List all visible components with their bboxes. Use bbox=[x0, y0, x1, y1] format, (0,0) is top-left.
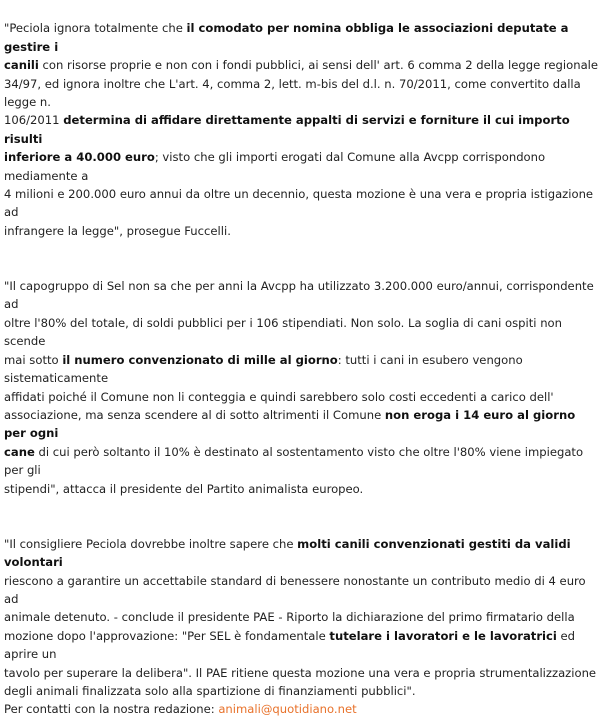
paragraph-1-segment-1: "Peciola ignora totalmente che bbox=[4, 21, 187, 36]
paragraph-1-segment-2: con risorse proprie e non con i fondi pubblici, ai sensi dell' art. 6 comma 2 della legge regionale 34/97, ed ignora inoltre che L'art. 4, comma 2, lett. m-bis del d.l. n. 70/2011, come convertito dalla legge n. 106/2011 bbox=[4, 58, 599, 128]
paragraph-1-bold-1: il comodato per nomina obbliga le associazioni deputate a gestire i canili bbox=[4, 21, 569, 73]
paragraph-2-segment-1: "Il capogruppo di Sel non sa che per anni la Avcpp ha utilizzato 3.200.000 euro/annui, corrispondente ad oltre l'80% del totale, di soldi pubblici per i 106 stipendiati. Non solo. La soglia di cani ospiti non scende mai sotto bbox=[4, 279, 594, 367]
paragraph-3-segment-1: "Il consigliere Peciola dovrebbe inoltre sapere che bbox=[4, 536, 298, 551]
article-body bbox=[4, 1, 600, 719]
paragraph-3-segment-2: riescono a garantire un accettabile standard di benessere nonostante un contributo medio di 4 euro ad animale detenuto. - conclude il presidente PAE - Riporto la dichiarazione del primo firmatario della mozione dopo l'approvazione: "Per SEL è fondamentale bbox=[4, 573, 586, 643]
paragraph-1-bold-2: determina di affidare direttamente appalti di servizi e forniture il cui importo risulti inferiore a 40.000 euro bbox=[4, 113, 570, 165]
paragraph-2-bold-1: il numero convenzionato di mille al giorno bbox=[62, 352, 338, 367]
paragraph-3-segment-3: ed aprire un tavolo per superare la delibera". Il PAE ritiene questa mozione una vera e propria strumentalizzazione degli animali finalizzata solo alla spartizione di finanziamenti pubblici". bbox=[4, 628, 597, 698]
contact-email-link[interactable]: animali@quotidiano.net bbox=[218, 702, 357, 717]
paragraph-2-bold-2: non eroga i 14 euro al giorno per ogni cane bbox=[4, 407, 576, 459]
contact-label: Per contatti con la nostra redazione: bbox=[4, 702, 219, 717]
paragraph-2-segment-2: : tutti i cani in esubero vengono sistematicamente affidati poiché il Comune non li conteggia e quindi sarebbero solo costi eccedenti a carico dell' associazione, ma senza scendere al di sotto altrimenti il Comune bbox=[4, 352, 554, 422]
paragraph-3 bbox=[4, 516, 600, 700]
paragraph-3-bold-1: molti canili convenzionati gestiti da validi volontari bbox=[4, 536, 571, 570]
paragraph-1-segment-3: ; visto che gli importi erogati dal Comune alla Avcpp corrispondono mediamente a 4 milioni e 200.000 euro annui da oltre un decennio, questa mozione è una vera e propria istigazione ad infrangere la legge", prosegue Fuccelli. bbox=[4, 150, 594, 238]
paragraph-2-segment-3: di cui però soltanto il 10% è destinato al sostentamento visto che oltre l'80% viene impiegato per gli stipendi", attacca il presidente del Partito animalista europeo. bbox=[4, 444, 584, 496]
paragraph-1 bbox=[4, 1, 600, 240]
paragraph-2 bbox=[4, 259, 600, 498]
paragraph-3-bold-2: tutelare i lavoratori e le lavoratrici bbox=[329, 628, 557, 643]
contact-line bbox=[4, 700, 600, 718]
